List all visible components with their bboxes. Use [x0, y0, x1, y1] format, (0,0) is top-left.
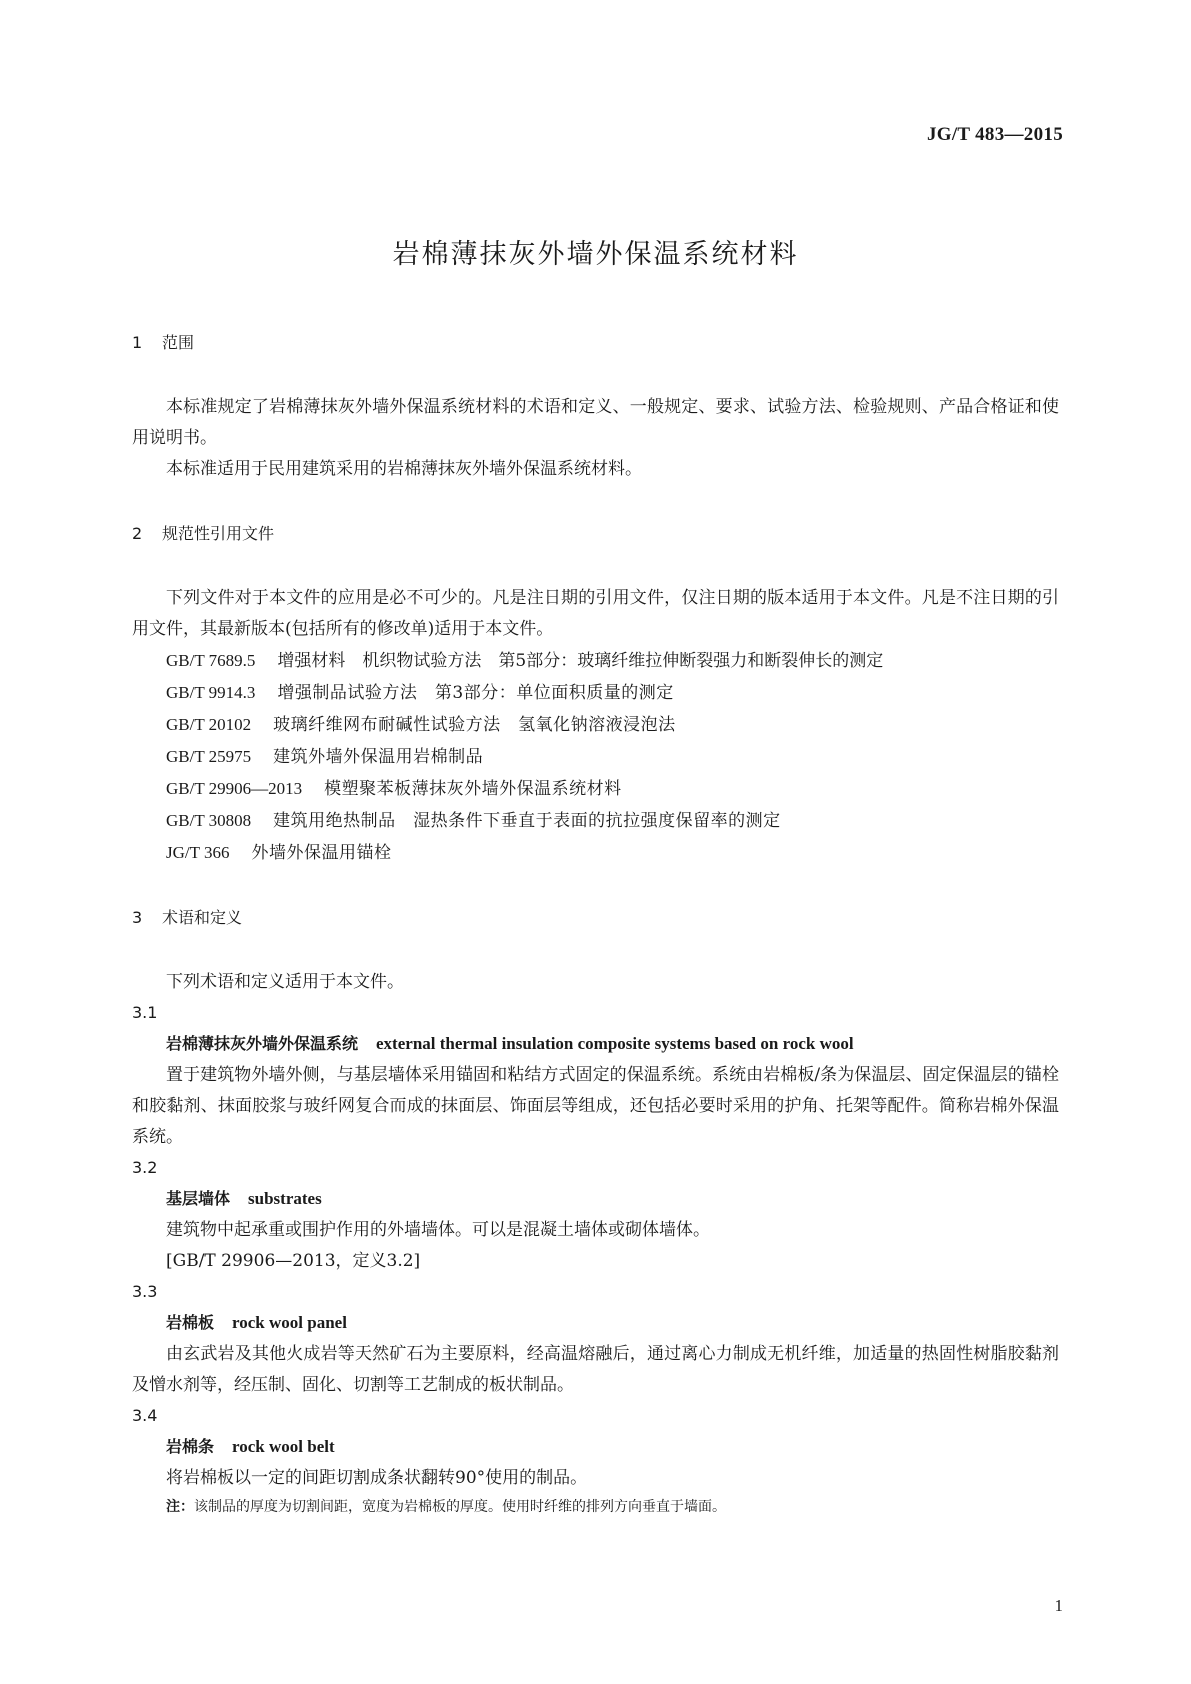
paragraph: 本标准规定了岩棉薄抹灰外墙外保温系统材料的术语和定义、一般规定、要求、试验方法、检验规则、产品合格证和使用说明书。: [132, 397, 1059, 448]
term-chinese: 岩棉条: [166, 1437, 215, 1456]
page-number: 1: [1054, 1596, 1063, 1615]
reference-title: 增强制品试验方法 第3部分：单位面积质量的测定: [277, 683, 674, 703]
term-definition: 由玄武岩及其他火成岩等天然矿石为主要原料，经高温熔融后，通过离心力制成无机纤维，加适量的热固性树脂胶黏剂及憎水剂等，经压制、固化、切割等工艺制成的板状制品。: [132, 1344, 1059, 1395]
reference-item: [132, 773, 1059, 805]
section-title: 范围: [162, 333, 195, 352]
section-number: 2: [132, 524, 143, 543]
reference-item: [132, 741, 1059, 773]
term-chinese: 岩棉板: [166, 1313, 215, 1332]
note-label: 注：: [166, 1499, 194, 1515]
reference-number: JG/T 366: [166, 843, 230, 862]
term-definition: 将岩棉板以一定的间距切割成条状翻转90°使用的制品。: [166, 1468, 588, 1488]
reference-title: 玻璃纤维网布耐碱性试验方法 氢氧化钠溶液浸泡法: [273, 715, 676, 735]
section-heading-1: [132, 330, 1059, 356]
reference-number: GB/T 20102: [166, 715, 252, 734]
reference-item: [132, 645, 1059, 677]
reference-number: GB/T 7689.5: [166, 651, 256, 670]
term-heading: [132, 1183, 1059, 1215]
term-english: external thermal insulation composite systems based on rock wool: [376, 1034, 854, 1053]
term-english: rock wool belt: [232, 1437, 335, 1456]
section-heading-3: [132, 905, 1059, 931]
reference-title: 外墙外保温用锚栓: [251, 843, 392, 863]
paragraph: 下列术语和定义适用于本文件。: [166, 972, 404, 992]
section-number: 1: [132, 333, 143, 352]
term-heading: [132, 1431, 1059, 1463]
term-definition: 建筑物中起承重或围护作用的外墙墙体。可以是混凝土墙体或砌体墙体。: [166, 1220, 710, 1240]
term-note: [132, 1494, 1059, 1520]
note-text: 该制品的厚度为切割间距，宽度为岩棉板的厚度。使用时纤维的排列方向垂直于墙面。: [194, 1499, 726, 1515]
section-heading-2: [132, 521, 1059, 547]
reference-item: [132, 805, 1059, 837]
reference-item: [132, 837, 1059, 869]
section-title: 术语和定义: [162, 908, 243, 927]
term-number: 3.1: [132, 1003, 158, 1022]
reference-number: GB/T 30808: [166, 811, 252, 830]
document-title: 岩棉薄抹灰外墙外保温系统材料: [392, 239, 799, 270]
term-number: 3.4: [132, 1406, 158, 1425]
reference-number: GB/T 25975: [166, 747, 252, 766]
term-chinese: 基层墙体: [166, 1189, 231, 1208]
term-number: 3.3: [132, 1282, 158, 1301]
reference-title: 增强材料 机织物试验方法 第5部分：玻璃纤维拉伸断裂强力和断裂伸长的测定: [277, 651, 884, 671]
term-source: [GB/T 29906—2013，定义3.2]: [166, 1251, 421, 1271]
section-number: 3: [132, 908, 143, 927]
reference-title: 模塑聚苯板薄抹灰外墙外保温系统材料: [324, 779, 622, 799]
paragraph: 下列文件对于本文件的应用是必不可少的。凡是注日期的引用文件，仅注日期的版本适用于本文件。凡是不注日期的引用文件，其最新版本(包括所有的修改单)适用于本文件。: [132, 588, 1059, 639]
section-title: 规范性引用文件: [162, 524, 275, 543]
reference-number: GB/T 29906—2013: [166, 779, 303, 798]
standard-code: JG/T 483—2015: [926, 124, 1063, 145]
term-heading: [132, 1028, 1059, 1060]
term-english: rock wool panel: [232, 1313, 347, 1332]
reference-title: 建筑外墙外保温用岩棉制品: [273, 747, 484, 767]
term-chinese: 岩棉薄抹灰外墙外保温系统: [166, 1034, 359, 1053]
reference-item: [132, 677, 1059, 709]
term-english: substrates: [248, 1189, 322, 1208]
term-number: 3.2: [132, 1158, 158, 1177]
reference-number: GB/T 9914.3: [166, 683, 256, 702]
paragraph: 本标准适用于民用建筑采用的岩棉薄抹灰外墙外保温系统材料。: [166, 459, 642, 479]
term-definition: 置于建筑物外墙外侧，与基层墙体采用锚固和粘结方式固定的保温系统。系统由岩棉板/条为保温层、固定保温层的锚栓和胶黏剂、抹面胶浆与玻纤网复合而成的抹面层、饰面层等组成，还包括必要时采用的护角、托架等配件。简称岩棉外保温系统。: [132, 1065, 1059, 1147]
document-body: [132, 330, 1059, 1520]
term-heading: [132, 1307, 1059, 1339]
reference-title: 建筑用绝热制品 湿热条件下垂直于表面的抗拉强度保留率的测定: [273, 811, 781, 831]
reference-item: [132, 709, 1059, 741]
